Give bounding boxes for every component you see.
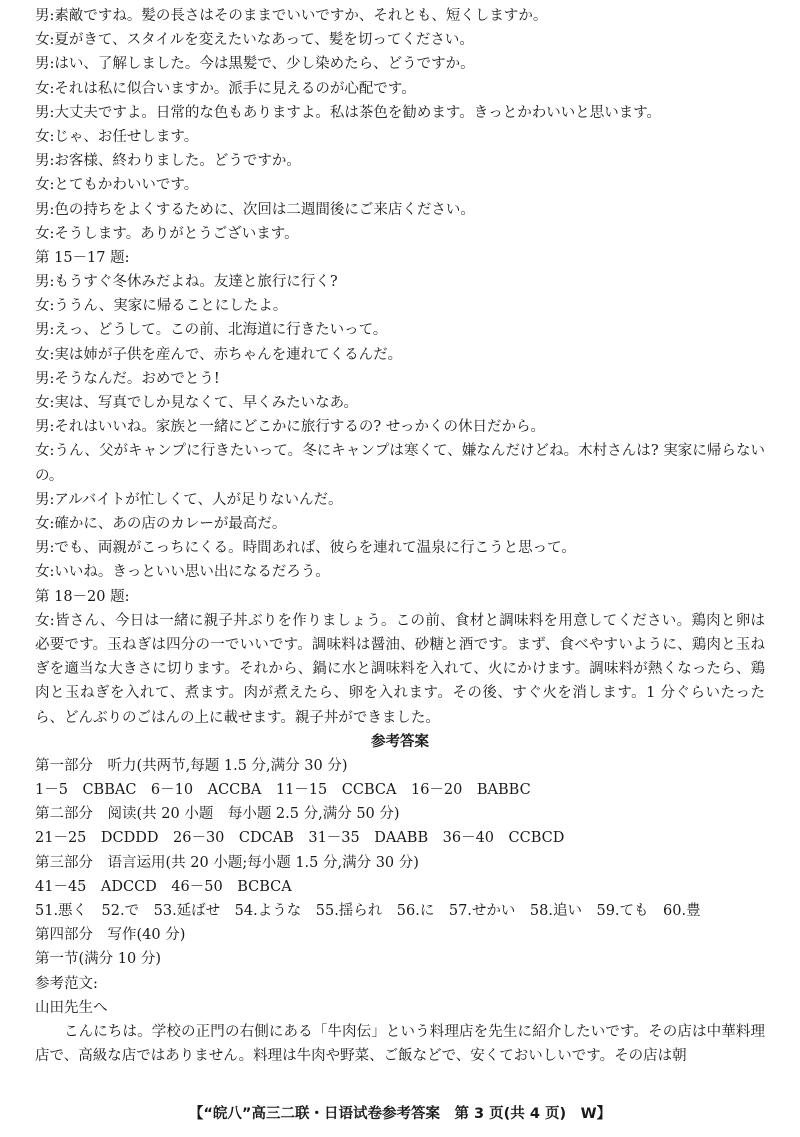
dialogue-1 xyxy=(35,4,765,246)
dialogue-line: 女:いいね。きっといい思い出になるだろう。 xyxy=(35,564,330,581)
part4-title: 第四部分 写作(40 分) xyxy=(35,927,186,944)
dialogue-line: 男:そうなんだ。おめでとう! xyxy=(35,370,220,387)
part1-title: 第一部分 听力(共两节,每题 1.5 分,满分 30 分) xyxy=(35,757,348,774)
dialogue-line: 男:大丈夫ですよ。日常的な色もありますよ。私は茶色を勧めます。きっとかわいいと思います。 xyxy=(35,104,662,121)
dialogue-line: 男:えっ、どうして。この前、北海道に行きたいって。 xyxy=(35,322,388,339)
dialogue-line-long: 女:うん、父がキャンプに行きたいって。冬にキャンプは寒くて、嫌なんだけどね。木村さんは? 実家に帰らないの。 xyxy=(35,443,765,484)
part2-answers: 21－25 DCDDD 26－30 CDCAB 31－35 DAABB 36－40 CCBCD xyxy=(35,830,565,847)
dialogue-line: 男:もうすぐ冬休みだよね。友達と旅行に行く? xyxy=(35,274,338,291)
dialogue-line: 女:実は、写真でしか見なくて、早くみたいなあ。 xyxy=(35,395,359,411)
dialogue-line: 女:そうします。ありがとうございます。 xyxy=(35,225,299,242)
dialogue-line: 男:はい、了解しました。今は黒髪で、少し染めたら、どうですか。 xyxy=(35,56,475,73)
question-heading-18-20: 第 18－20 题: xyxy=(35,588,130,605)
dialogue-line: 男:それはいいね。家族と一緒にどこかに旅行するの? せっかくの休日だから。 xyxy=(35,419,545,436)
answer-key-title: 参考答案 xyxy=(371,733,429,750)
part1-answers: 1－5 CBBAC 6－10 ACCBA 11－15 CCBCA 16－20 BABBC xyxy=(35,782,531,799)
dialogue-line: 女:実は姉が子供を産んで、赤ちゃんを連れてくるんだ。 xyxy=(35,346,403,363)
question-heading-15-17: 第 15－17 题: xyxy=(35,249,130,266)
dialogue-line: 女:ううん、実家に帰ることにしたよ。 xyxy=(35,298,288,315)
dialogue-line: 女:じゃ、お任せします。 xyxy=(35,128,199,145)
dialogue-line: 男:お客様、終わりました。どうですか。 xyxy=(35,153,301,170)
dialogue-line: 女:とてもかわいいです。 xyxy=(35,177,199,194)
dialogue-line: 男:色の持ちをよくするために、次回は二週間後にご来店ください。 xyxy=(35,201,475,218)
part3-title: 第三部分 语言运用(共 20 小题;每小题 1.5 分,满分 30 分) xyxy=(35,854,419,871)
page-footer: 【“皖八”高三二联・日语试卷参考答案 第 3 页(共 4 页) W】 xyxy=(188,1106,612,1122)
dialogue-line: 男:アルバイトが忙しくて、人が足りないんだ。 xyxy=(35,491,343,508)
document-page xyxy=(35,4,765,1068)
sample-essay-label: 参考范文: xyxy=(35,975,98,992)
essay-salutation: 山田先生へ xyxy=(35,999,108,1016)
dialogue-line: 女:それは私に似合いますか。派手に見えるのが心配です。 xyxy=(35,80,416,97)
part4-subsection: 第一节(满分 10 分) xyxy=(35,951,161,968)
dialogue-line: 女:夏がきて、スタイルを変えたいなあって、髪を切ってください。 xyxy=(35,32,474,49)
part2-title: 第二部分 阅读(共 20 小题 每小题 2.5 分,满分 50 分) xyxy=(35,806,400,823)
part3-answers: 41－45 ADCCD 46－50 BCBCA xyxy=(35,878,292,895)
monologue-paragraph: 女:皆さん、今日は一緒に親子丼ぶりを作りましょう。この前、食材と調味料を用意してください。鶏肉と卵は必要です。玉ねぎは四分の一でいいです。調味料は醤油、砂糖と酒です。まず、食べやすいように、鶏肉と玉ねぎを適当な大きさに切ります。それから、鍋に水と調味料を入れて、火にかけます。調味料が熱くなったら、鶏肉と玉ねぎを入れて、煮ます。肉が煮えたら、卵を入れます。その後、すぐ火を消します。1 分ぐらいたったら、どんぶりのごはんの上に載せます。親子丼ができました。 xyxy=(35,612,765,726)
dialogue-2 xyxy=(35,270,765,584)
dialogue-line: 男:でも、両親がこっちにくる。時間あれば、彼らを連れて温泉に行こうと思って。 xyxy=(35,540,576,557)
answer-key xyxy=(35,754,765,1068)
part3-fill-answers: 51.悪く 52.で 53.延ばせ 54.ような 55.揺られ 56.に 57.せかい 58.追い 59.ても 60.豊 xyxy=(35,903,701,920)
dialogue-line: 女:確かに、あの店のカレーが最高だ。 xyxy=(35,515,287,532)
sample-essay-body: こんにちは。学校の正門の右側にある「牛肉伝」という料理店を先生に紹介したいです。その店は中華料理店で、高級な店ではありません。料理は牛肉や野菜、ご飯などで、安くておいしいです。その店は朝 xyxy=(35,1023,765,1065)
dialogue-line: 男:素敵ですね。髪の長さはそのままでいいですか、それとも、短くしますか。 xyxy=(35,8,548,24)
